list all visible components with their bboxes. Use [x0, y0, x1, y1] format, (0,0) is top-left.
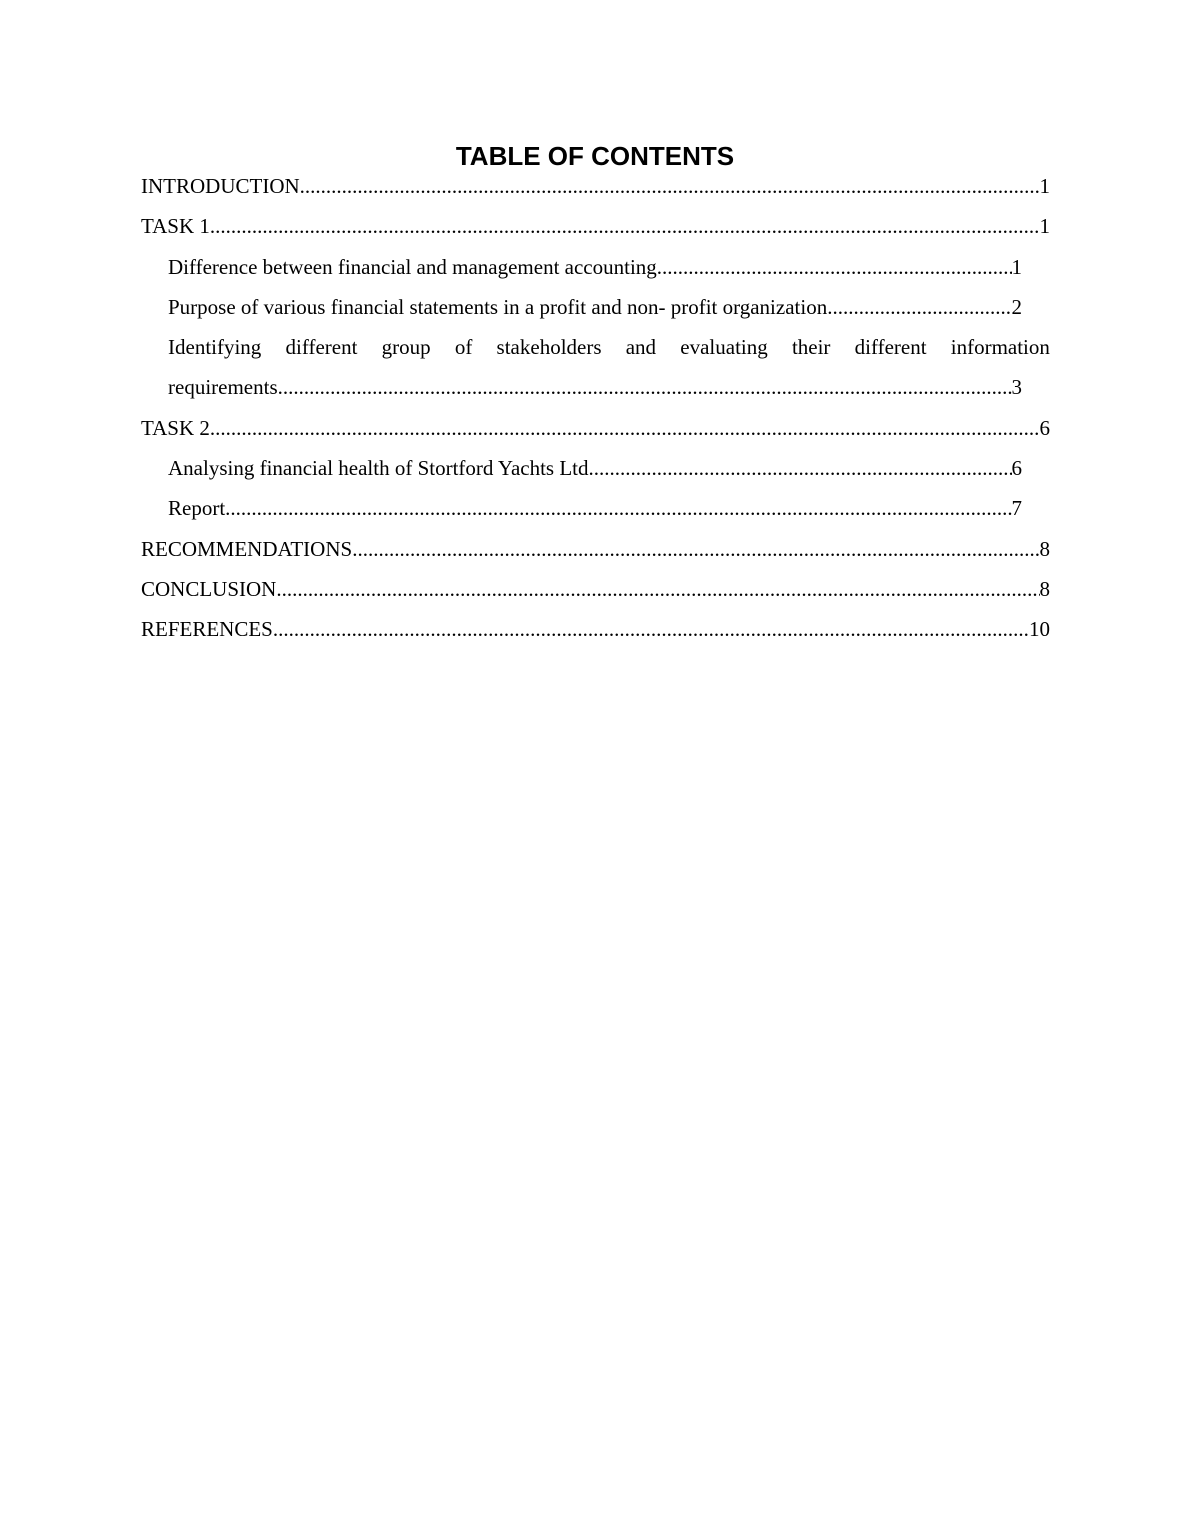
toc-entry-recommendations[interactable]	[141, 529, 1050, 569]
toc-label: CONCLUSION	[141, 576, 277, 601]
toc-entry-task-2[interactable]	[141, 408, 1050, 448]
toc-word: different	[854, 335, 927, 360]
toc-label: TASK 2	[141, 415, 210, 440]
toc-leader-dots	[657, 247, 1012, 287]
toc-page-number: 6	[1039, 415, 1050, 440]
toc-label: RECOMMENDATIONS	[141, 536, 353, 561]
toc-label: TASK 1	[141, 214, 210, 239]
toc-word: and	[625, 335, 657, 360]
toc-word: group	[381, 335, 431, 360]
toc-word: their	[791, 335, 831, 360]
toc-label: requirements	[168, 375, 278, 400]
toc-label: REFERENCES	[141, 617, 273, 642]
toc-label: Analysing financial health of Stortford Yachts Ltd	[168, 456, 589, 481]
toc-page-number: 1	[1039, 174, 1050, 198]
toc-entry-conclusion[interactable]	[141, 569, 1050, 609]
toc-entry-purpose[interactable]	[168, 287, 1022, 327]
toc-leader-dots	[827, 287, 1011, 327]
toc-entry-introduction[interactable]	[141, 166, 1050, 206]
toc-wrapped-line	[168, 327, 1050, 367]
toc-page-number: 10	[1029, 617, 1050, 642]
toc-entry-analysing[interactable]	[168, 448, 1022, 488]
toc-word: of	[454, 335, 473, 360]
toc-entry-references[interactable]	[141, 609, 1050, 649]
toc-word: information	[950, 335, 1050, 360]
toc-page-number: 3	[1011, 375, 1022, 400]
toc-word: Identifying	[168, 335, 262, 360]
toc-entry-task-1[interactable]	[141, 206, 1050, 246]
toc-leader-dots	[210, 206, 1040, 246]
toc-word: evaluating	[680, 335, 768, 360]
toc-page-number: 8	[1039, 576, 1050, 601]
toc-label: Report	[168, 496, 226, 521]
toc-leader-dots	[300, 166, 1040, 206]
toc-wrapped-line	[168, 367, 1022, 407]
toc-leader-dots	[273, 609, 1029, 649]
toc-word: stakeholders	[496, 335, 602, 360]
toc-leader-dots	[589, 448, 1012, 488]
toc-page-number: 8	[1039, 536, 1050, 561]
toc-entry-difference[interactable]	[168, 247, 1022, 287]
toc-leader-dots	[276, 569, 1039, 609]
toc-page-number: 1	[1011, 254, 1022, 279]
toc-word: different	[285, 335, 358, 360]
toc-page-number: 1	[1039, 214, 1050, 239]
toc-page-number: 6	[1011, 456, 1022, 481]
toc-leader-dots	[225, 488, 1011, 528]
toc-entry-stakeholders[interactable]	[168, 327, 1050, 408]
toc-label: Purpose of various financial statements in a profit and non- profit organization	[168, 294, 828, 319]
toc-leader-dots	[210, 408, 1040, 448]
toc-label: Difference between financial and management accounting	[168, 254, 657, 279]
toc-leader-dots	[352, 529, 1039, 569]
toc-leader-dots	[278, 367, 1012, 407]
table-of-contents	[141, 166, 1050, 650]
toc-page-number: 2	[1011, 294, 1022, 319]
toc-label: INTRODUCTION	[141, 174, 300, 198]
page-title: TABLE OF CONTENTS	[455, 141, 735, 171]
toc-page-number: 7	[1011, 496, 1022, 521]
toc-entry-report[interactable]	[168, 488, 1022, 528]
